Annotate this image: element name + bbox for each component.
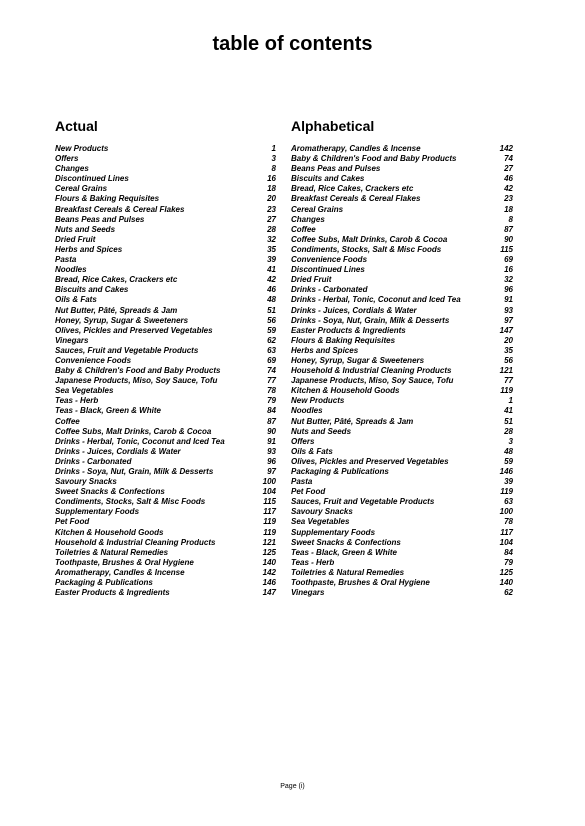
toc-entry[interactable] [55, 528, 276, 538]
toc-entry-label: Vinegars [291, 588, 325, 598]
toc-entry-label: New Products [55, 144, 109, 153]
toc-entry-page-number: 28 [267, 224, 276, 234]
toc-entry[interactable] [55, 225, 276, 235]
toc-entry-label: Dried Fruit [55, 234, 96, 244]
toc-entry-label: Oils & Fats [291, 446, 333, 456]
toc-entry-label: Teas - Herb [55, 396, 99, 406]
toc-entry-page-number: 125 [499, 567, 513, 577]
toc-entry-label: Sea Vegetables [291, 517, 350, 527]
toc-entry[interactable] [291, 427, 513, 437]
toc-entry-page-number: 8 [271, 164, 276, 174]
toc-entry-label: Sauces, Fruit and Vegetable Products [291, 497, 435, 507]
alphabetical-column [291, 117, 513, 598]
toc-entry-page-number: 121 [499, 366, 513, 376]
toc-entry[interactable] [291, 356, 513, 366]
toc-entry[interactable] [55, 417, 276, 427]
toc-entry-page-number: 93 [267, 446, 276, 456]
toc-entry[interactable] [291, 275, 513, 285]
toc-entry[interactable] [291, 447, 513, 457]
toc-entry[interactable] [55, 406, 276, 416]
toc-entry-page-number: 3 [271, 154, 276, 164]
toc-entry[interactable] [291, 396, 513, 406]
toc-entry-page-number: 74 [504, 154, 513, 164]
toc-entry[interactable] [55, 346, 276, 356]
toc-entry[interactable] [55, 467, 276, 477]
toc-entry[interactable] [291, 528, 513, 538]
toc-entry-page-number: 27 [267, 214, 276, 224]
toc-entry-label: Savoury Snacks [55, 477, 117, 487]
toc-entry-label: Changes [55, 164, 89, 174]
toc-entry[interactable] [291, 457, 513, 467]
toc-entry-page-number: 77 [267, 376, 276, 386]
toc-entry-label: Teas - Black, Green & White [55, 406, 161, 416]
toc-entry-page-number: 46 [504, 174, 513, 184]
toc-entry-page-number: 117 [500, 527, 513, 537]
toc-entry-label: Baby & Children's Food and Baby Products [55, 366, 221, 376]
toc-entry-label: Baby & Children's Food and Baby Products [291, 154, 457, 164]
toc-entry-label: Pet Food [291, 487, 326, 497]
toc-entry[interactable] [291, 235, 513, 245]
toc-entry-page-number: 96 [267, 456, 276, 466]
toc-entry-page-number: 20 [267, 194, 276, 204]
toc-entry[interactable] [55, 194, 276, 204]
toc-entry-label: Flours & Baking Requisites [291, 335, 396, 345]
toc-entry-label: Changes [291, 214, 325, 224]
toc-entry-page-number: 90 [267, 426, 276, 436]
toc-entry-page-number: 84 [504, 547, 513, 557]
toc-entry-label: Herbs and Spices [55, 244, 123, 254]
toc-entry-label: Easter Products & Ingredients [55, 588, 170, 598]
toc-entry[interactable] [291, 366, 513, 376]
toc-entry-page-number: 1 [271, 144, 276, 153]
alphabetical-entry-list [291, 144, 513, 598]
toc-entry-label: Savoury Snacks [291, 507, 353, 517]
toc-entry-page-number: 78 [504, 517, 513, 527]
toc-entry-label: Drinks - Herbal, Tonic, Coconut and Iced Tea [55, 436, 225, 446]
toc-entry[interactable] [291, 517, 513, 527]
toc-entry-page-number: 125 [262, 547, 276, 557]
toc-entry-page-number: 18 [267, 184, 276, 194]
toc-entry[interactable] [55, 386, 276, 396]
toc-entry-page-number: 104 [262, 487, 276, 497]
toc-entry-label: Convenience Foods [55, 355, 132, 365]
toc-entry-label: Flours & Baking Requisites [55, 194, 160, 204]
toc-entry-page-number: 93 [504, 305, 513, 315]
toc-entry[interactable] [55, 517, 276, 527]
page-title: table of contents [212, 33, 373, 55]
toc-entry[interactable] [55, 245, 276, 255]
toc-entry-label: Condiments, Stocks, Salt & Misc Foods [291, 244, 442, 254]
toc-entry[interactable] [291, 326, 513, 336]
toc-entry-label: Herbs and Spices [291, 345, 359, 355]
toc-entry[interactable] [55, 497, 276, 507]
toc-entry-label: Packaging & Publications [55, 578, 153, 588]
toc-entry[interactable] [291, 538, 513, 548]
toc-entry[interactable] [291, 386, 513, 396]
toc-entry-label: Nut Butter, Pâté, Spreads & Jam [55, 305, 178, 315]
toc-entry-label: Drinks - Soya, Nut, Grain, Milk & Desserts [291, 315, 450, 325]
toc-entry-label: Vinegars [55, 335, 89, 345]
toc-entry[interactable] [55, 205, 276, 215]
toc-entry[interactable] [55, 316, 276, 326]
toc-entry-page-number: 96 [504, 285, 513, 295]
toc-entry[interactable] [55, 396, 276, 406]
toc-entry-page-number: 100 [262, 477, 276, 487]
toc-entry[interactable] [291, 245, 513, 255]
toc-entry-page-number: 48 [267, 295, 276, 305]
toc-entry-label: Sweet Snacks & Confections [291, 537, 401, 547]
toc-entry-label: Discontinued Lines [291, 265, 365, 275]
toc-entry-label: Supplementary Foods [55, 507, 140, 517]
toc-entry-page-number: 59 [267, 325, 276, 335]
toc-entry-page-number: 79 [267, 396, 276, 406]
toc-entry-label: Beans Peas and Pulses [291, 164, 381, 174]
toc-entry[interactable] [55, 144, 276, 154]
toc-entry[interactable] [55, 538, 276, 548]
toc-entry-page-number: 8 [508, 214, 513, 224]
toc-entry[interactable] [291, 588, 513, 598]
toc-entry-page-number: 115 [500, 244, 513, 254]
toc-entry-page-number: 16 [504, 265, 513, 275]
toc-entry[interactable] [291, 215, 513, 225]
toc-entry[interactable] [55, 427, 276, 437]
toc-entry-label: Cereal Grains [291, 204, 344, 214]
toc-entry[interactable] [55, 235, 276, 245]
toc-entry[interactable] [291, 225, 513, 235]
toc-entry-page-number: 1 [508, 396, 513, 406]
toc-entry-label: Kitchen & Household Goods [291, 386, 400, 396]
toc-entry-label: Noodles [55, 265, 87, 275]
toc-entry-label: Aromatherapy, Candles & Incense [291, 144, 421, 153]
toc-entry-page-number: 62 [267, 335, 276, 345]
actual-column [55, 117, 276, 598]
toc-entry-page-number: 32 [267, 234, 276, 244]
toc-entry-label: Biscuits and Cakes [291, 174, 365, 184]
toc-entry[interactable] [291, 568, 513, 578]
toc-entry-label: Teas - Herb [291, 557, 335, 567]
toc-entry[interactable] [55, 184, 276, 194]
toc-entry-label: Drinks - Carbonated [55, 456, 132, 466]
toc-entry-page-number: 46 [267, 285, 276, 295]
toc-entry[interactable] [55, 154, 276, 164]
toc-entry-page-number: 115 [263, 497, 276, 507]
toc-entry[interactable] [291, 578, 513, 588]
toc-entry-page-number: 41 [267, 265, 276, 275]
toc-entry[interactable] [55, 437, 276, 447]
toc-entry-label: Easter Products & Ingredients [291, 325, 406, 335]
alphabetical-heading: Alphabetical [291, 118, 375, 134]
toc-entry-label: Coffee [291, 224, 316, 234]
page-number-footer: Page (i) [280, 783, 305, 790]
toc-entry-label: Packaging & Publications [291, 467, 389, 476]
toc-entry[interactable] [291, 184, 513, 194]
toc-entry-page-number: 90 [504, 234, 513, 244]
toc-entry-label: Pasta [291, 477, 313, 487]
toc-entry-page-number: 51 [504, 416, 513, 426]
toc-entry[interactable] [55, 507, 276, 517]
toc-entry-page-number: 87 [504, 224, 513, 234]
toc-entry-label: Condiments, Stocks, Salt & Misc Foods [55, 497, 206, 507]
toc-entry-page-number: 48 [504, 446, 513, 456]
toc-entry-label: Olives, Pickles and Preserved Vegetables [55, 325, 213, 335]
toc-entry[interactable] [55, 255, 276, 265]
toc-entry-label: Olives, Pickles and Preserved Vegetables [291, 456, 449, 466]
toc-entry[interactable] [55, 285, 276, 295]
toc-entry[interactable] [291, 164, 513, 174]
toc-entry-label: Japanese Products, Miso, Soy Sauce, Tofu [55, 376, 218, 386]
toc-entry-label: Bread, Rice Cakes, Crackers etc [291, 184, 414, 194]
toc-entry-page-number: 121 [262, 537, 276, 547]
toc-entry-page-number: 63 [267, 345, 276, 355]
toc-entry[interactable] [55, 447, 276, 457]
toc-entry[interactable] [55, 326, 276, 336]
toc-entry[interactable] [291, 194, 513, 204]
toc-entry[interactable] [55, 336, 276, 346]
toc-entry[interactable] [55, 477, 276, 487]
toc-entry-page-number: 59 [504, 456, 513, 466]
toc-entry-label: Nut Butter, Pâté, Spreads & Jam [291, 416, 414, 426]
toc-entry-page-number: 140 [499, 578, 513, 588]
toc-entry-page-number: 63 [504, 497, 513, 507]
toc-entry[interactable] [291, 306, 513, 316]
toc-entry-page-number: 35 [267, 244, 276, 254]
toc-entry-label: Cereal Grains [55, 184, 108, 194]
toc-entry-label: Discontinued Lines [55, 174, 129, 184]
toc-entry-page-number: 140 [262, 557, 276, 567]
toc-entry-page-number: 23 [504, 194, 513, 204]
toc-entry-label: Offers [291, 436, 315, 446]
toc-entry[interactable] [291, 376, 513, 386]
toc-entry-label: Noodles [291, 406, 323, 416]
toc-entry-page-number: 56 [267, 315, 276, 325]
toc-entry-page-number: 69 [267, 355, 276, 365]
toc-entry-label: Supplementary Foods [291, 527, 376, 537]
toc-entry-label: Household & Industrial Cleaning Products [55, 537, 216, 547]
toc-entry-page-number: 62 [504, 588, 513, 598]
toc-entry-page-number: 91 [267, 436, 276, 446]
toc-entry[interactable] [291, 497, 513, 507]
actual-heading: Actual [55, 118, 98, 134]
toc-entry[interactable] [55, 558, 276, 568]
toc-entry[interactable] [291, 558, 513, 568]
toc-entry-label: Convenience Foods [291, 255, 368, 265]
toc-entry[interactable] [55, 568, 276, 578]
toc-entry-label: Breakfast Cereals & Cereal Flakes [55, 204, 185, 214]
toc-entry-page-number: 20 [504, 335, 513, 345]
toc-entry-page-number: 117 [263, 507, 276, 517]
toc-entry[interactable] [55, 275, 276, 285]
toc-entry-label: Toiletries & Natural Remedies [291, 567, 405, 577]
toc-entry-page-number: 146 [499, 467, 513, 476]
actual-entry-list [55, 144, 276, 598]
toc-entry-label: Beans Peas and Pulses [55, 214, 145, 224]
toc-entry-label: Toiletries & Natural Remedies [55, 547, 169, 557]
toc-entry[interactable] [291, 255, 513, 265]
toc-entry[interactable] [55, 376, 276, 386]
toc-entry-label: Drinks - Soya, Nut, Grain, Milk & Desserts [55, 467, 214, 476]
toc-entry-label: Toothpaste, Brushes & Oral Hygiene [55, 557, 194, 567]
toc-entry-page-number: 42 [267, 275, 276, 285]
toc-entry-page-number: 146 [262, 578, 276, 588]
toc-entry[interactable] [291, 154, 513, 164]
toc-entry-page-number: 3 [508, 436, 513, 446]
toc-entry[interactable] [291, 316, 513, 326]
toc-entry-page-number: 147 [499, 325, 513, 335]
toc-entry-page-number: 87 [267, 416, 276, 426]
toc-entry-label: New Products [291, 396, 345, 406]
toc-entry-page-number: 41 [504, 406, 513, 416]
toc-entry[interactable] [291, 336, 513, 346]
toc-entry-page-number: 42 [504, 184, 513, 194]
toc-entry-page-number: 142 [499, 144, 513, 153]
toc-entry[interactable] [55, 215, 276, 225]
toc-entry-page-number: 84 [267, 406, 276, 416]
toc-entry-label: Drinks - Herbal, Tonic, Coconut and Iced Tea [291, 295, 461, 305]
toc-entry[interactable] [55, 548, 276, 558]
toc-entry-label: Nuts and Seeds [55, 224, 116, 234]
toc-entry-label: Biscuits and Cakes [55, 285, 129, 295]
toc-entry[interactable] [291, 507, 513, 517]
toc-entry-page-number: 97 [504, 315, 513, 325]
toc-entry-label: Toothpaste, Brushes & Oral Hygiene [291, 578, 430, 588]
toc-entry-label: Coffee Subs, Malt Drinks, Carob & Cocoa [55, 426, 212, 436]
toc-entry[interactable] [291, 174, 513, 184]
toc-entry-label: Aromatherapy, Candles & Incense [55, 567, 185, 577]
toc-entry[interactable] [291, 467, 513, 477]
toc-entry-page-number: 91 [504, 295, 513, 305]
toc-entry-label: Coffee Subs, Malt Drinks, Carob & Cocoa [291, 234, 448, 244]
toc-entry-label: Sea Vegetables [55, 386, 114, 396]
toc-entry-label: Kitchen & Household Goods [55, 527, 164, 537]
toc-entry-label: Offers [55, 154, 79, 164]
toc-entry-page-number: 100 [499, 507, 513, 517]
toc-entry-label: Japanese Products, Miso, Soy Sauce, Tofu [291, 376, 454, 386]
toc-entry-page-number: 119 [263, 517, 276, 527]
toc-entry-label: Sauces, Fruit and Vegetable Products [55, 345, 199, 355]
toc-entry-page-number: 16 [267, 174, 276, 184]
toc-entry-page-number: 39 [504, 477, 513, 487]
toc-entry-page-number: 119 [500, 487, 513, 497]
toc-entry-page-number: 23 [267, 204, 276, 214]
toc-entry-page-number: 69 [504, 255, 513, 265]
toc-entry-label: Coffee [55, 416, 80, 426]
toc-entry[interactable] [55, 295, 276, 305]
toc-entry[interactable] [291, 144, 513, 154]
toc-entry[interactable] [291, 285, 513, 295]
toc-entry[interactable] [291, 406, 513, 416]
toc-entry-label: Dried Fruit [291, 275, 332, 285]
toc-entry[interactable] [55, 306, 276, 316]
toc-entry[interactable] [55, 366, 276, 376]
toc-entry[interactable] [291, 417, 513, 427]
toc-entry-label: Pasta [55, 255, 77, 265]
toc-entry[interactable] [55, 174, 276, 184]
toc-entry-label: Drinks - Juices, Cordials & Water [55, 446, 181, 456]
toc-entry[interactable] [291, 295, 513, 305]
toc-entry[interactable] [55, 164, 276, 174]
toc-entry[interactable] [291, 548, 513, 558]
toc-entry[interactable] [55, 356, 276, 366]
toc-entry[interactable] [55, 578, 276, 588]
toc-entry-label: Honey, Syrup, Sugar & Sweeteners [55, 315, 189, 325]
toc-entry-label: Honey, Syrup, Sugar & Sweeteners [291, 355, 425, 365]
toc-entry[interactable] [55, 457, 276, 467]
toc-entry-label: Nuts and Seeds [291, 426, 352, 436]
toc-entry-page-number: 39 [267, 255, 276, 265]
toc-entry-label: Bread, Rice Cakes, Crackers etc [55, 275, 178, 285]
toc-entry-page-number: 77 [504, 376, 513, 386]
toc-entry-label: Drinks - Carbonated [291, 285, 368, 295]
toc-entry-page-number: 35 [504, 345, 513, 355]
toc-entry-page-number: 104 [499, 537, 513, 547]
toc-entry-page-number: 79 [504, 557, 513, 567]
toc-entry[interactable] [291, 437, 513, 447]
toc-entry-page-number: 119 [500, 386, 513, 396]
toc-entry-page-number: 74 [267, 366, 276, 376]
toc-entry-label: Oils & Fats [55, 295, 97, 305]
toc-entry-page-number: 147 [262, 588, 276, 598]
toc-entry-label: Household & Industrial Cleaning Products [291, 366, 452, 376]
toc-entry[interactable] [291, 477, 513, 487]
toc-entry[interactable] [291, 346, 513, 356]
toc-entry[interactable] [291, 205, 513, 215]
toc-entry-label: Drinks - Juices, Cordials & Water [291, 305, 417, 315]
toc-entry[interactable] [291, 265, 513, 275]
toc-entry-label: Breakfast Cereals & Cereal Flakes [291, 194, 421, 204]
toc-entry-page-number: 78 [267, 386, 276, 396]
toc-entry[interactable] [55, 265, 276, 275]
toc-entry-label: Pet Food [55, 517, 90, 527]
toc-entry-page-number: 32 [504, 275, 513, 285]
toc-entry-label: Teas - Black, Green & White [291, 547, 397, 557]
toc-entry[interactable] [55, 588, 276, 598]
toc-entry[interactable] [55, 487, 276, 497]
toc-entry-page-number: 119 [263, 527, 276, 537]
toc-entry-label: Sweet Snacks & Confections [55, 487, 165, 497]
toc-entry[interactable] [291, 487, 513, 497]
toc-entry-page-number: 56 [504, 355, 513, 365]
toc-entry-page-number: 28 [504, 426, 513, 436]
toc-entry-page-number: 142 [262, 567, 276, 577]
toc-entry-page-number: 18 [504, 204, 513, 214]
toc-entry-page-number: 51 [267, 305, 276, 315]
toc-entry-page-number: 27 [504, 164, 513, 174]
toc-entry-page-number: 97 [267, 467, 276, 476]
